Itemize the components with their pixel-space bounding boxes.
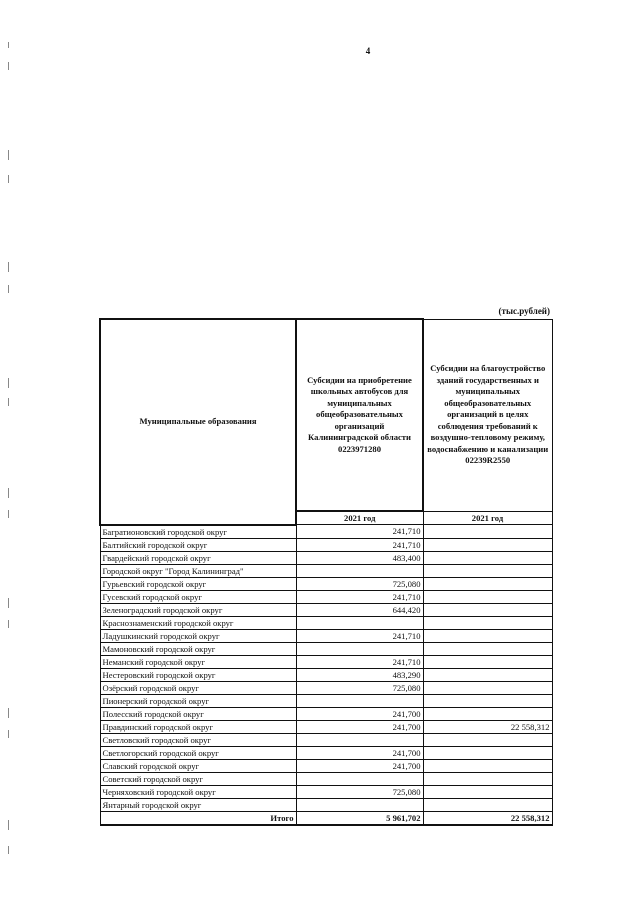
header-col2: Субсидии на благоустройство зданий государственных и муниципальных общеобразовательных организаций в целях соблюдения требований к воздушно-тепловому режиму, водоснабжению и канализации 02239R2550 bbox=[423, 319, 552, 511]
total-col2: 22 558,312 bbox=[423, 811, 552, 825]
municipality-name: Озёрский городской округ bbox=[100, 681, 296, 694]
margin-tick bbox=[8, 620, 9, 628]
municipality-name: Мамоновский городской округ bbox=[100, 642, 296, 655]
col2-value bbox=[423, 707, 552, 720]
table-row bbox=[100, 733, 552, 746]
col2-value bbox=[423, 746, 552, 759]
col2-value bbox=[423, 642, 552, 655]
col1-value bbox=[296, 772, 423, 785]
header-municipality: Муниципальные образования bbox=[100, 319, 296, 525]
col1-value: 241,700 bbox=[296, 746, 423, 759]
col2-value bbox=[423, 694, 552, 707]
col1-value: 483,400 bbox=[296, 551, 423, 564]
municipality-name: Краснознаменский городской округ bbox=[100, 616, 296, 629]
municipality-name: Неманский городской округ bbox=[100, 655, 296, 668]
municipality-name: Пионерский городской округ bbox=[100, 694, 296, 707]
col1-value bbox=[296, 642, 423, 655]
table-row bbox=[100, 577, 552, 590]
table-row bbox=[100, 642, 552, 655]
municipality-name: Ладушкинский городской округ bbox=[100, 629, 296, 642]
header-col1: Субсидии на приобретение школьных автобусов для муниципальных общеобразовательных организаций Калининградской области 0223971280 bbox=[296, 319, 423, 511]
municipality-name: Полесский городской округ bbox=[100, 707, 296, 720]
col1-value: 241,710 bbox=[296, 655, 423, 668]
col2-value bbox=[423, 603, 552, 616]
margin-tick bbox=[8, 42, 9, 48]
table-row bbox=[100, 720, 552, 733]
col2-value bbox=[423, 733, 552, 746]
municipality-name: Городской округ "Город Калининград" bbox=[100, 564, 296, 577]
margin-tick bbox=[8, 510, 9, 518]
margin-tick bbox=[8, 285, 9, 293]
col1-value: 483,290 bbox=[296, 668, 423, 681]
col1-value bbox=[296, 564, 423, 577]
margin-tick bbox=[8, 150, 9, 160]
margin-tick bbox=[8, 262, 9, 272]
table-row bbox=[100, 759, 552, 772]
municipality-name: Светловский городской округ bbox=[100, 733, 296, 746]
margin-tick bbox=[8, 598, 9, 608]
margin-tick bbox=[8, 175, 9, 183]
margin-tick bbox=[8, 62, 9, 70]
municipality-name: Советский городской округ bbox=[100, 772, 296, 785]
col1-value: 644,420 bbox=[296, 603, 423, 616]
col2-value bbox=[423, 564, 552, 577]
municipality-name: Янтарный городской округ bbox=[100, 798, 296, 811]
col2-value bbox=[423, 525, 552, 539]
col1-value bbox=[296, 798, 423, 811]
col2-value bbox=[423, 577, 552, 590]
table-row bbox=[100, 603, 552, 616]
table-row bbox=[100, 681, 552, 694]
margin-tick bbox=[8, 398, 9, 406]
total-row bbox=[100, 811, 552, 825]
municipality-name: Гурьевский городской округ bbox=[100, 577, 296, 590]
table-row bbox=[100, 616, 552, 629]
table-row bbox=[100, 668, 552, 681]
margin-tick bbox=[8, 378, 9, 388]
table-row bbox=[100, 707, 552, 720]
table-row bbox=[100, 798, 552, 811]
col1-value: 241,710 bbox=[296, 629, 423, 642]
col2-value bbox=[423, 772, 552, 785]
col1-value: 241,700 bbox=[296, 707, 423, 720]
col1-value bbox=[296, 616, 423, 629]
col1-value: 241,710 bbox=[296, 538, 423, 551]
table-row bbox=[100, 785, 552, 798]
page-number: 4 bbox=[365, 46, 371, 56]
table-row bbox=[100, 694, 552, 707]
col1-value: 725,080 bbox=[296, 681, 423, 694]
col2-value bbox=[423, 655, 552, 668]
col1-value bbox=[296, 694, 423, 707]
col1-value: 725,080 bbox=[296, 577, 423, 590]
col1-value bbox=[296, 733, 423, 746]
col2-value bbox=[423, 681, 552, 694]
municipality-name: Нестеровский городской округ bbox=[100, 668, 296, 681]
col2-value bbox=[423, 668, 552, 681]
col1-value: 241,700 bbox=[296, 759, 423, 772]
col2-value bbox=[423, 538, 552, 551]
col2-value bbox=[423, 616, 552, 629]
margin-tick bbox=[8, 820, 9, 830]
municipality-name: Гвардейский городской округ bbox=[100, 551, 296, 564]
table-row bbox=[100, 629, 552, 642]
col1-value: 241,700 bbox=[296, 720, 423, 733]
col2-value bbox=[423, 759, 552, 772]
margin-tick bbox=[8, 488, 9, 498]
municipality-name: Черняховский городской округ bbox=[100, 785, 296, 798]
col2-value bbox=[423, 551, 552, 564]
table-row bbox=[100, 655, 552, 668]
subsidy-table bbox=[99, 318, 553, 826]
municipality-name: Зеленоградский городской округ bbox=[100, 603, 296, 616]
municipality-name: Светлогорский городской округ bbox=[100, 746, 296, 759]
table-row bbox=[100, 551, 552, 564]
municipality-name: Правдинский городской округ bbox=[100, 720, 296, 733]
total-label: Итого bbox=[100, 811, 296, 825]
table-row bbox=[100, 538, 552, 551]
year-col2: 2021 год bbox=[423, 511, 552, 525]
municipality-name: Славский городской округ bbox=[100, 759, 296, 772]
municipality-name: Балтийский городской округ bbox=[100, 538, 296, 551]
col1-value: 725,080 bbox=[296, 785, 423, 798]
col1-value: 241,710 bbox=[296, 590, 423, 603]
col2-value bbox=[423, 785, 552, 798]
table-row bbox=[100, 772, 552, 785]
margin-tick bbox=[8, 708, 9, 718]
header-row bbox=[100, 319, 552, 511]
margin-tick bbox=[8, 730, 9, 738]
col2-value bbox=[423, 590, 552, 603]
year-col1: 2021 год bbox=[296, 511, 423, 525]
col2-value: 22 558,312 bbox=[423, 720, 552, 733]
table-row bbox=[100, 525, 552, 539]
unit-label: (тыс.рублей) bbox=[498, 306, 550, 316]
table-row bbox=[100, 564, 552, 577]
col1-value: 241,710 bbox=[296, 525, 423, 539]
margin-tick bbox=[8, 846, 9, 854]
col2-value bbox=[423, 629, 552, 642]
municipality-name: Багратионовский городской округ bbox=[100, 525, 296, 539]
municipality-name: Гусевский городской округ bbox=[100, 590, 296, 603]
col2-value bbox=[423, 798, 552, 811]
table-row bbox=[100, 746, 552, 759]
total-col1: 5 961,702 bbox=[296, 811, 423, 825]
table-row bbox=[100, 590, 552, 603]
